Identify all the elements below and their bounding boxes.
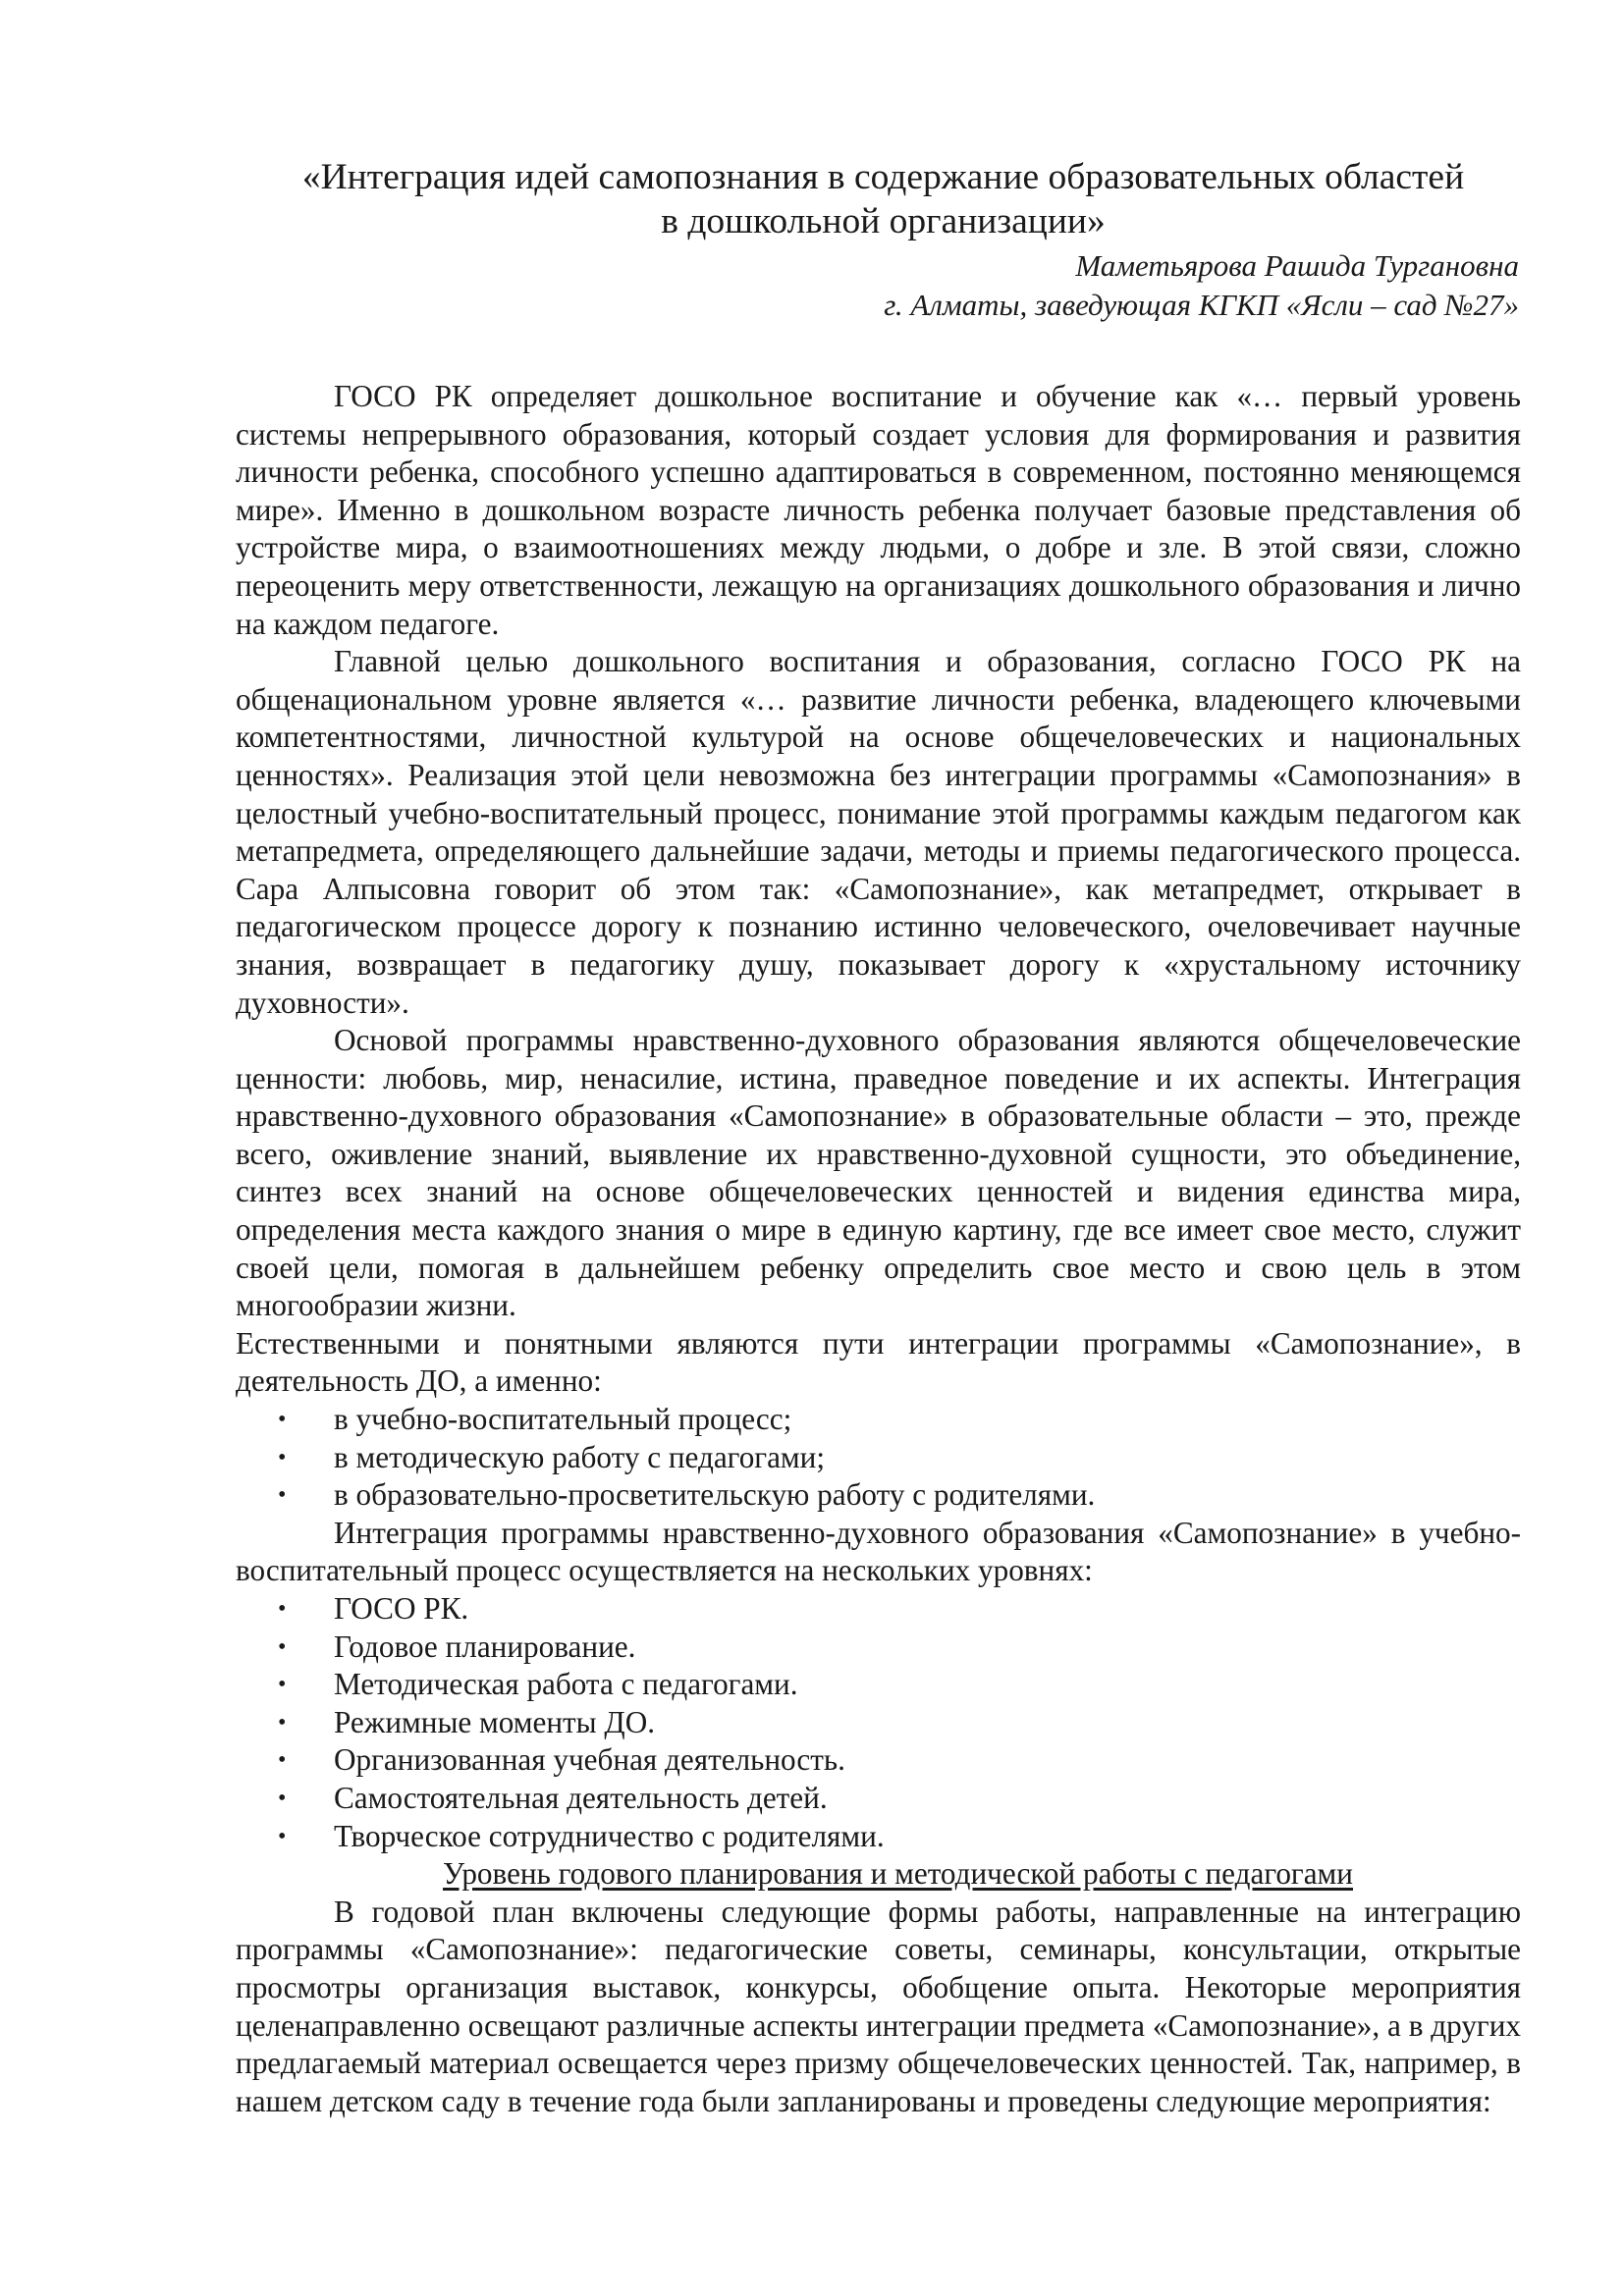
bullet-icon: •: [278, 1596, 287, 1622]
author-name: Маметьярова Рашида Тургановна: [1075, 248, 1519, 283]
list-item-text: в методическую работу с педагогами;: [334, 1439, 826, 1474]
paragraph-3: Основой программы нравственно-духовного образования являются общечеловеческие ценности: любовь, мир, ненасилие, истина, праведное поведение и их аспекты. Интеграция нравственно-духовного образования «Самопознание» в образовательные области – это, прежде всего, оживление знаний, выявление их нравственно-духовной сущности, это объединение, синтез всех знаний на основе общечеловеческих ценностей и видения единства мира, определения места каждого знания о мире в единую картину, где все имеет свое место, служит своей цели, помогая в дальнейшем ребенку определить свое место и свою цель в этом многообразии жизни.: [236, 1023, 1521, 1323]
integration-levels-list: [236, 1590, 1521, 1855]
bullet-icon: •: [278, 1482, 287, 1509]
title-line-1: «Интеграция идей самопознания в содержание образовательных областей: [301, 157, 1465, 197]
list-item-text: Самостоятельная деятельность детей.: [334, 1780, 828, 1815]
bullet-icon: •: [278, 1747, 287, 1774]
author-block: [236, 246, 1519, 325]
paragraph-6: В годовой план включены следующие формы работы, направленные на интеграцию программы «Самопознание»: педагогические советы, семинары, консультации, открытые просмотры организация выставок, конкурсы, обобщение опыта. Некоторые мероприятия целенаправленно освещают различные аспекты интеграции предмета «Самопознание», а в других предлагаемый материал освещается через призму общечеловеческих ценностей. Так, например, в нашем детском саду в течение года были запланированы и проведены следующие мероприятия:: [236, 1894, 1521, 2118]
bullet-icon: •: [278, 1633, 287, 1660]
list-item-text: Организованная учебная деятельность.: [334, 1742, 845, 1778]
author-affiliation: г. Алматы, заведующая КГКП «Ясли – сад №27»: [884, 288, 1519, 322]
document-title: [245, 155, 1521, 243]
list-item: [236, 1629, 1521, 1667]
integration-paths-list: [236, 1401, 1521, 1515]
bullet-icon: •: [278, 1823, 287, 1849]
list-item-text: ГОСО РК.: [334, 1591, 469, 1626]
list-item: [236, 1590, 1521, 1629]
bullet-icon: •: [278, 1407, 287, 1433]
list-item-text: Режимные моменты ДО.: [334, 1704, 656, 1739]
paragraph-4: Естественными и понятными являются пути интеграции программы «Самопознание», в деятельность ДО, а именно:: [236, 1325, 1521, 1399]
list-item: [236, 1818, 1521, 1856]
bullet-icon: •: [278, 1785, 287, 1811]
bullet-icon: •: [278, 1672, 287, 1698]
bullet-icon: •: [278, 1709, 287, 1735]
list-item-text: Методическая работа с педагогами.: [334, 1667, 798, 1702]
list-item-text: Годовое планирование.: [334, 1629, 636, 1664]
list-item: [236, 1704, 1521, 1742]
list-item-text: Творческое сотрудничество с родителями.: [334, 1818, 885, 1853]
list-item: [236, 1439, 1521, 1477]
list-item: [236, 1401, 1521, 1439]
section-subheading: Уровень годового планирования и методической работы с педагогами: [443, 1856, 1353, 1892]
paragraph-2: Главной целью дошкольного воспитания и образования, согласно ГОСО РК на общенациональном уровне является «… развитие личности ребенка, владеющего ключевыми компетентностями, личностной культурой на основе общечеловеческих и национальных ценностях». Реализация этой цели невозможна без интеграции программы «Самопознания» в целостный учебно-воспитательный процесс, понимание этой программы каждым педагогом как метапредмета, определяющего дальнейшие задачи, методы и приемы педагогического процесса. Сара Алпысовна говорит об этом так: «Самопознание», как метапредмет, открывает в педагогическом процессе дорогу к познанию истинно человеческого, очеловечивает научные знания, возвращает в педагогику душу, показывает дорогу к «хрустальному источнику духовности».: [236, 644, 1521, 1020]
list-item: [236, 1476, 1521, 1515]
paragraph-1: ГОСО РК определяет дошкольное воспитание и обучение как «… первый уровень системы непрерывного образования, который создает условия для формирования и развития личности ребенка, способного успешно адаптироваться в современном, постоянно меняющемся мире». Именно в дошкольном возрасте личность ребенка получает базовые представления об устройстве мира, о взаимоотношениях между людьми, о добре и зле. В этой связи, сложно переоценить меру ответственности, лежащую на организациях дошкольного образования и лично на каждом педагоге.: [236, 379, 1521, 641]
title-line-2: в дошкольной организации»: [661, 201, 1106, 241]
list-item: [236, 1741, 1521, 1780]
list-item-text: в учебно-воспитательный процесс;: [334, 1402, 792, 1437]
list-item-text: в образовательно-просветительскую работу с родителями.: [334, 1477, 1096, 1513]
bullet-icon: •: [278, 1444, 287, 1470]
paragraph-5: Интеграция программы нравственно-духовного образования «Самопознание» в учебно-воспитательный процесс осуществляется на нескольких уровнях:: [236, 1515, 1521, 1588]
document-body: [236, 378, 1521, 2120]
list-item: [236, 1780, 1521, 1818]
list-item: [236, 1666, 1521, 1704]
